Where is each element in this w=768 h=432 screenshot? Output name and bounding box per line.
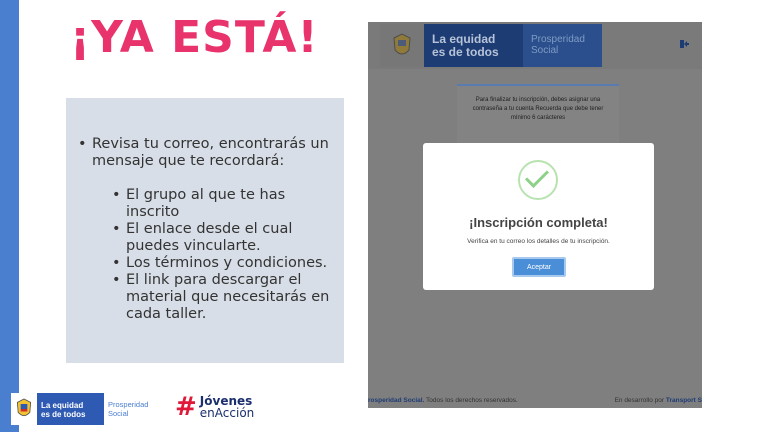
equidad-line2: es de todos (432, 45, 499, 59)
bottom-equidad-logo (11, 393, 158, 425)
site-footer (368, 394, 702, 408)
success-check-icon (518, 160, 558, 200)
sub-bullet-item (106, 255, 340, 272)
prosperidad-logo-text (103, 393, 158, 425)
site-header (368, 22, 702, 69)
equidad-logo-text (424, 24, 523, 67)
footer-copyright (368, 397, 518, 404)
main-bullet-item (72, 136, 340, 323)
jovenes-line1: Jóvenes (199, 394, 253, 408)
prosperidad-line2: Social (108, 408, 129, 418)
modal-message: Verifica en tu correo los detalles de tu inscripción. (467, 238, 610, 245)
equidad-logo-text (37, 393, 103, 425)
footer-rights: Todos los derechos reservados. (424, 397, 518, 404)
sub-bullet-text: El grupo al que te has inscrito (126, 187, 286, 220)
sub-bullet-text: El enlace desde el cual puedes vincularte. (126, 221, 293, 254)
main-bullet-list (72, 136, 340, 323)
password-card-text: Para finalizar tu inscripción, debes asignar una contraseña a tu cuenta Recuerda que debe tener mínimo 6 carácteres (472, 97, 604, 121)
bullet-glyph: • (78, 136, 87, 152)
logout-icon-graphic (680, 40, 689, 48)
sub-bullet-item (106, 272, 340, 323)
sub-bullet-text: El link para descargar el material que necesitarás en cada taller. (126, 272, 330, 322)
prosperidad-line1: Prosperidad (108, 400, 149, 409)
sub-bullet-list (106, 187, 340, 323)
bullet-glyph: • (112, 272, 121, 288)
prosperidad-line2: Social (531, 45, 559, 56)
accept-button[interactable]: Aceptar (512, 257, 566, 277)
info-box (66, 98, 344, 363)
checkmark-icon (525, 164, 549, 188)
sub-bullet-item (106, 187, 340, 221)
equidad-line1: La equidad (432, 32, 496, 46)
jovenes-en-accion-logo (175, 394, 254, 420)
bullet-glyph: • (112, 255, 121, 271)
success-modal (423, 143, 654, 290)
logout-icon[interactable] (680, 40, 689, 50)
equidad-line2: es de todos (41, 410, 86, 419)
footer-dev-label: En desarrollo por (614, 397, 666, 404)
coat-of-arms-icon (380, 24, 424, 67)
jovenes-logo-text (200, 395, 254, 419)
footer-dev-link[interactable]: Transport S (665, 397, 702, 404)
bullet-glyph: • (112, 187, 121, 203)
coat-of-arms-icon (11, 393, 37, 425)
coat-of-arms-icon-graphic (14, 397, 34, 421)
bullet-glyph: • (112, 221, 121, 237)
coat-of-arms-icon-graphic (390, 32, 414, 60)
footer-brand: rosperidad Social. (368, 397, 425, 404)
prosperidad-line1: Prosperidad (531, 34, 585, 45)
main-bullet-text: Revisa tu correo, encontrarás un mensaje que te recordará: (92, 136, 329, 169)
equidad-line1: La equidad (41, 401, 84, 410)
embedded-screenshot (368, 22, 702, 408)
hashtag-icon: # (175, 392, 197, 422)
prosperidad-logo-text (523, 24, 602, 67)
slide-title: ¡YA ESTÁ! (70, 12, 319, 63)
jovenes-line2: enAcción (199, 406, 255, 420)
footer-developer (615, 397, 702, 404)
modal-title: ¡Inscripción completa! (469, 215, 608, 230)
site-logo[interactable] (380, 24, 602, 67)
sub-bullet-item (106, 221, 340, 255)
sub-bullet-text: Los términos y condiciones. (126, 255, 328, 271)
left-accent-bar (0, 0, 19, 432)
